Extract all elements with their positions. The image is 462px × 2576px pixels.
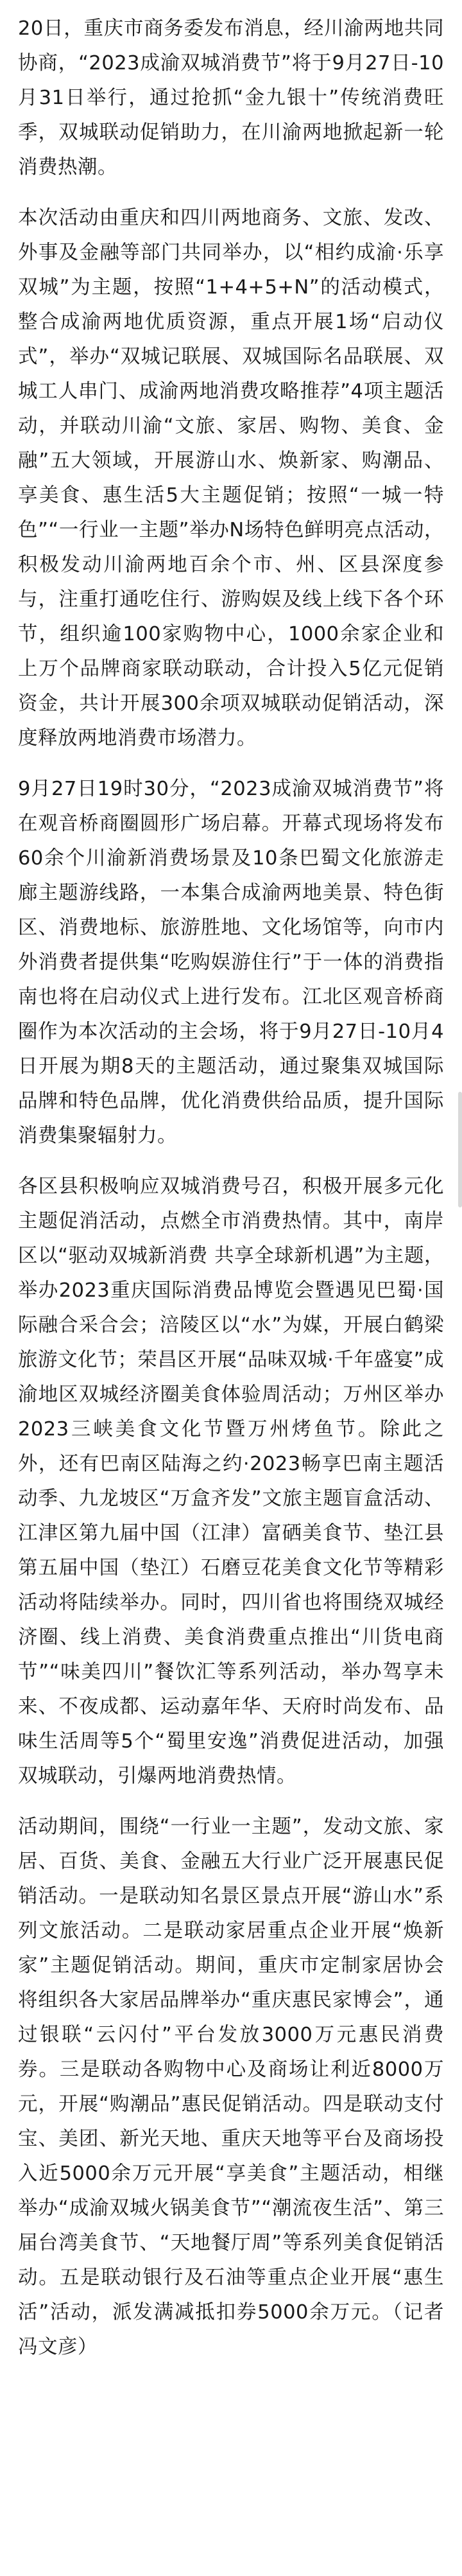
scroll-indicator <box>458 1092 462 1207</box>
article-paragraph-2: 本次活动由重庆和四川两地商务、文旅、发改、外事及金融等部门共同举办，以“相约成渝·乐享双城”为主题，按照“1+4+5+N”的活动模式，整合成渝两地优质资源，重点开展1场“启动仪式”，举办“双城记联展、双城国际名品联展、双城工人串门、成渝两地消费攻略推荐”4项主题活动，并联动川渝“文旅、家居、购物、美食、金融”五大领域，开展游山水、焕新家、购潮品、享美食、惠生活5大主题促销；按照“一城一特色”“一行业一主题”举办N场特色鲜明亮点活动，积极发动川渝两地百余个市、州、区县深度参与，注重打通吃住行、游购娱及线上线下各个环节，组织逾100家购物中心，1000余家企业和上万个品牌商家联动联动，合计投入5亿元促销资金，共计开展300余项双城联动促销活动，深度释放两地消费市场潜力。 <box>18 207 444 749</box>
article-paragraph-4: 各区县积极响应双城消费号召，积极开展多元化主题促消活动，点燃全市消费热情。其中，南岸区以“驱动双城新消费 共享全球新机遇”为主题，举办2023重庆国际消费品博览会暨遇见巴蜀·国际融合采合会；涪陵区以“水”为媒，开展白鹤梁旅游文化节；荣昌区开展“品味双城·千年盛宴”成渝地区双城经济圈美食体验周活动；万州区举办2023三峡美食文化节暨万州烤鱼节。除此之外，还有巴南区陆海之约·2023畅享巴南主题活动季、九龙坡区“万盒齐发”文旅主题盲盒活动、江津区第九届中国（江津）富硒美食节、垫江县第五届中国（垫江）石磨豆花美食文化节等精彩活动将陆续举办。同时，四川省也将围绕双城经济圈、线上消费、美食消费重点推出“川货电商节”“味美四川”餐饮汇等系列活动，举办驾享未来、不夜成都、运动嘉年华、天府时尚发布、品味生活周等5个“蜀里安逸”消费促进活动，加强双城联动，引爆两地消费热情。 <box>18 1175 444 1787</box>
article-paragraph-3: 9月27日19时30分，“2023成渝双城消费节”将在观音桥商圈圆形广场启幕。开幕式现场将发布60余个川渝新消费场景及10条巴蜀文化旅游走廊主题游线路，一本集合成渝两地美景、特色街区、消费地标、旅游胜地、文化场馆等，向市内外消费者提供集“吃购娱游住行”于一体的消费指南也将在启动仪式上进行发布。江北区观音桥商圈作为本次活动的主会场，将于9月27日-10月4日开展为期8天的主题活动，通过聚集双城国际品牌和特色品牌，优化消费供给品质，提升国际消费集聚辐射力。 <box>18 778 444 1147</box>
article-paragraph-1: 20日，重庆市商务委发布消息，经川渝两地共同协商，“2023成渝双城消费节”将于9月27日-10月31日举行，通过抢抓“金九银十”传统消费旺季，双城联动促销助力，在川渝两地掀起新一轮消费热潮。 <box>18 17 444 179</box>
article-paragraph-5: 活动期间，围绕“一行业一主题”，发动文旅、家居、百货、美食、金融五大行业广泛开展惠民促销活动。一是联动知名景区景点开展“游山水”系列文旅活动。二是联动家居重点企业开展“焕新家”主题促销活动。期间，重庆市定制家居协会将组织各大家居品牌举办“重庆惠民家博会”，通过银联“云闪付”平台发放3000万元惠民消费券。三是联动各购物中心及商场让利近8000万元，开展“购潮品”惠民促销活动。四是联动支付宝、美团、新光天地、重庆天地等平台及商场投入近5000余万元开展“享美食”主题活动，相继举办“成渝双城火锅美食节”“潮流夜生活”、第三届台湾美食节、“天地餐厅周”等系列美食促销活动。五是联动银行及石油等重点企业开展“惠生活”活动，派发满减抵扣券5000余万元。（记者 冯文彦） <box>18 1816 444 2358</box>
